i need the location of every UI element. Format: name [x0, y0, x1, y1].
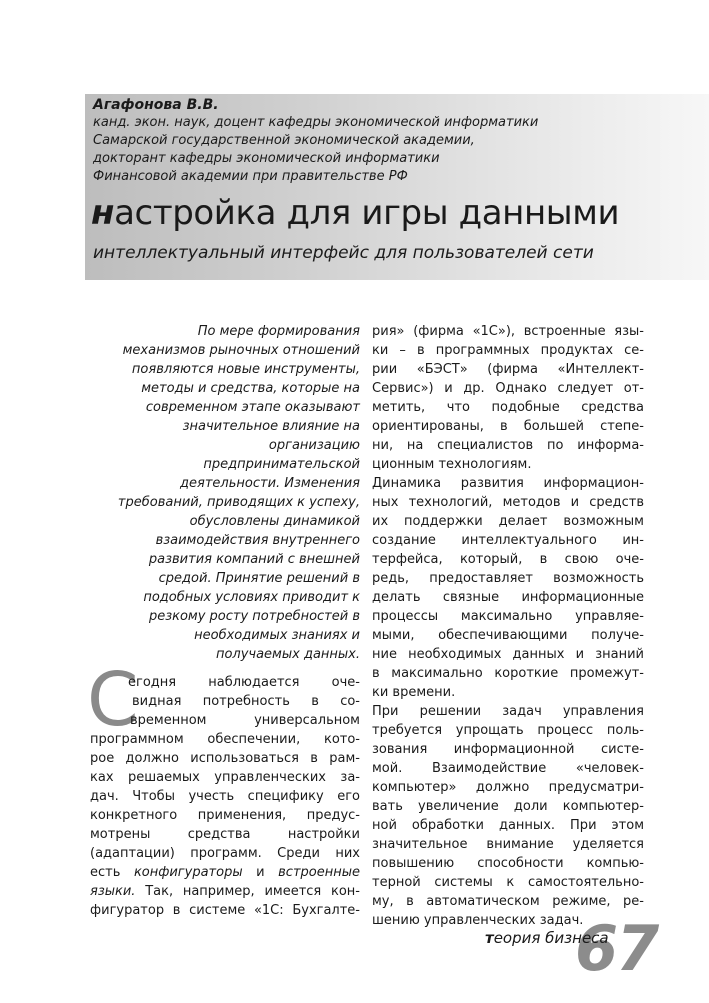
- body-line: При решении задач управления: [372, 704, 644, 719]
- abstract-line: взаимодействия внутреннего: [155, 533, 360, 548]
- title-initial: н: [91, 193, 115, 233]
- abstract-line: значительное влияние на: [182, 419, 360, 434]
- author-affiliation-line: Финансовой академии при правительстве РФ: [93, 169, 408, 184]
- body-line: конкретного применения, предус-: [90, 808, 360, 823]
- body-line: мыми, обеспечивающими получе-: [372, 628, 644, 643]
- author-affiliation-line: докторант кафедры экономической информатики: [93, 151, 440, 166]
- body-line: зования информационной систе-: [372, 742, 644, 757]
- body-line: ни, на специалистов по информа-: [372, 438, 644, 453]
- abstract-line: деятельности. Изменения: [180, 476, 360, 491]
- author-name: Агафонова В.В.: [93, 97, 219, 113]
- body-line: терфейса, который, в свою оче-: [372, 552, 644, 567]
- abstract-line: механизмов рыночных отношений: [122, 343, 360, 358]
- abstract-line: необходимых знаниях и: [194, 628, 360, 643]
- page-number: 67: [575, 912, 658, 985]
- abstract-line: появляются новые инструменты,: [131, 362, 360, 377]
- body-line: ной обработки данных. При этом: [372, 818, 644, 833]
- abstract-line: организацию: [268, 438, 360, 453]
- body-line: в максимально короткие промежут-: [372, 666, 644, 681]
- abstract-line: средой. Принятие решений в: [158, 571, 360, 586]
- body-line: (адаптации) программ. Среди них: [90, 846, 360, 861]
- body-column-right: [372, 322, 644, 930]
- body-line: ных технологий, методов и средств: [372, 495, 644, 510]
- body-line: [90, 882, 360, 901]
- abstract-line: предпринимательской: [203, 457, 360, 472]
- body-line: терной системы к самостоятельно-: [372, 875, 644, 890]
- body-text: и: [242, 865, 279, 880]
- abstract-line: развития компаний с внешней: [148, 552, 360, 567]
- section-label-rest: еория бизнеса: [493, 929, 609, 947]
- body-line: мой. Взаимодействие «человек-: [372, 761, 644, 776]
- body-line: ние необходимых данных и знаний: [372, 647, 644, 662]
- body-line: Динамика развития информацион-: [372, 476, 644, 491]
- section-label-initial: т: [485, 929, 494, 947]
- body-line: ках решаемых управленческих за-: [90, 770, 360, 785]
- body-line: [90, 863, 360, 882]
- drop-cap: С: [87, 657, 139, 743]
- author-affiliation-line: канд. экон. наук, доцент кафедры экономической информатики: [93, 115, 539, 130]
- body-italic-term: конфигураторы: [133, 865, 243, 880]
- body-line: дач. Чтобы учесть специфику его: [90, 789, 360, 804]
- abstract-line: требований, приводящих к успеху,: [117, 495, 360, 510]
- body-line: значительное внимание уделяется: [372, 837, 644, 852]
- section-label: [485, 928, 609, 948]
- abstract-line: По мере формирования: [197, 324, 360, 339]
- abstract: [90, 322, 360, 664]
- body-line: их поддержки делает возможным: [372, 514, 644, 529]
- abstract-line: резкому росту потребностей в: [148, 609, 360, 624]
- body-line: ки времени.: [372, 685, 456, 700]
- abstract-line: подобных условиях приводит к: [143, 590, 360, 605]
- body-line: егодня наблюдается оче-: [128, 675, 360, 690]
- body-line: му, в автоматическом режиме, ре-: [372, 894, 644, 909]
- body-italic-term: встроенные: [278, 865, 360, 880]
- body-line: требуется упрощать процесс поль-: [372, 723, 644, 738]
- body-line: метить, что подобные средства: [372, 400, 644, 415]
- body-line: повышению способности компью-: [372, 856, 644, 871]
- body-line: рии «БЭСТ» (фирма «Интеллект-: [372, 362, 644, 377]
- article-subtitle: интеллектуальный интерфейс для пользователей сети: [93, 243, 594, 263]
- body-line: видная потребность в со-: [132, 694, 360, 709]
- body-text: есть: [90, 865, 134, 880]
- body-line: создание интеллектуального ин-: [372, 533, 644, 548]
- abstract-line: современном этапе оказывают: [145, 400, 360, 415]
- body-line: рое должно использоваться в рам-: [90, 751, 360, 766]
- title-rest: астройка для игры данными: [114, 193, 620, 233]
- abstract-line: обусловлены динамикой: [189, 514, 360, 529]
- author-affiliation-line: Самарской государственной экономической академии,: [93, 133, 475, 148]
- body-line: Сервис») и др. Однако следует от-: [372, 381, 644, 396]
- body-line: компьютер» должно предусматри-: [372, 780, 644, 795]
- body-line: мотрены средства настройки: [90, 827, 360, 842]
- article-title: [91, 192, 619, 234]
- body-line: фигуратор в системе «1С: Бухгалте-: [90, 903, 360, 918]
- body-column-left: [90, 673, 360, 920]
- body-text: Так, например, имеется кон-: [135, 884, 360, 899]
- body-line: программном обеспечении, кото-: [90, 732, 360, 747]
- body-italic-term: языки.: [90, 884, 136, 899]
- body-line: редь, предоставляет возможность: [372, 571, 644, 586]
- body-line: вать увеличение доли компьютер-: [372, 799, 644, 814]
- abstract-line: получаемых данных.: [215, 647, 360, 662]
- body-line: рия» (фирма «1С»), встроенные язы-: [372, 324, 644, 339]
- body-line: ориентированы, в большей степе-: [372, 419, 644, 434]
- body-line: ки – в программных продуктах се-: [372, 343, 644, 358]
- body-line: временном универсальном: [130, 713, 360, 728]
- body-line: шению управленческих задач.: [372, 913, 584, 928]
- body-line: ционным технологиям.: [372, 457, 532, 472]
- abstract-line: методы и средства, которые на: [141, 381, 360, 396]
- body-line: процессы максимально управляе-: [372, 609, 644, 624]
- body-line: делать связные информационные: [372, 590, 644, 605]
